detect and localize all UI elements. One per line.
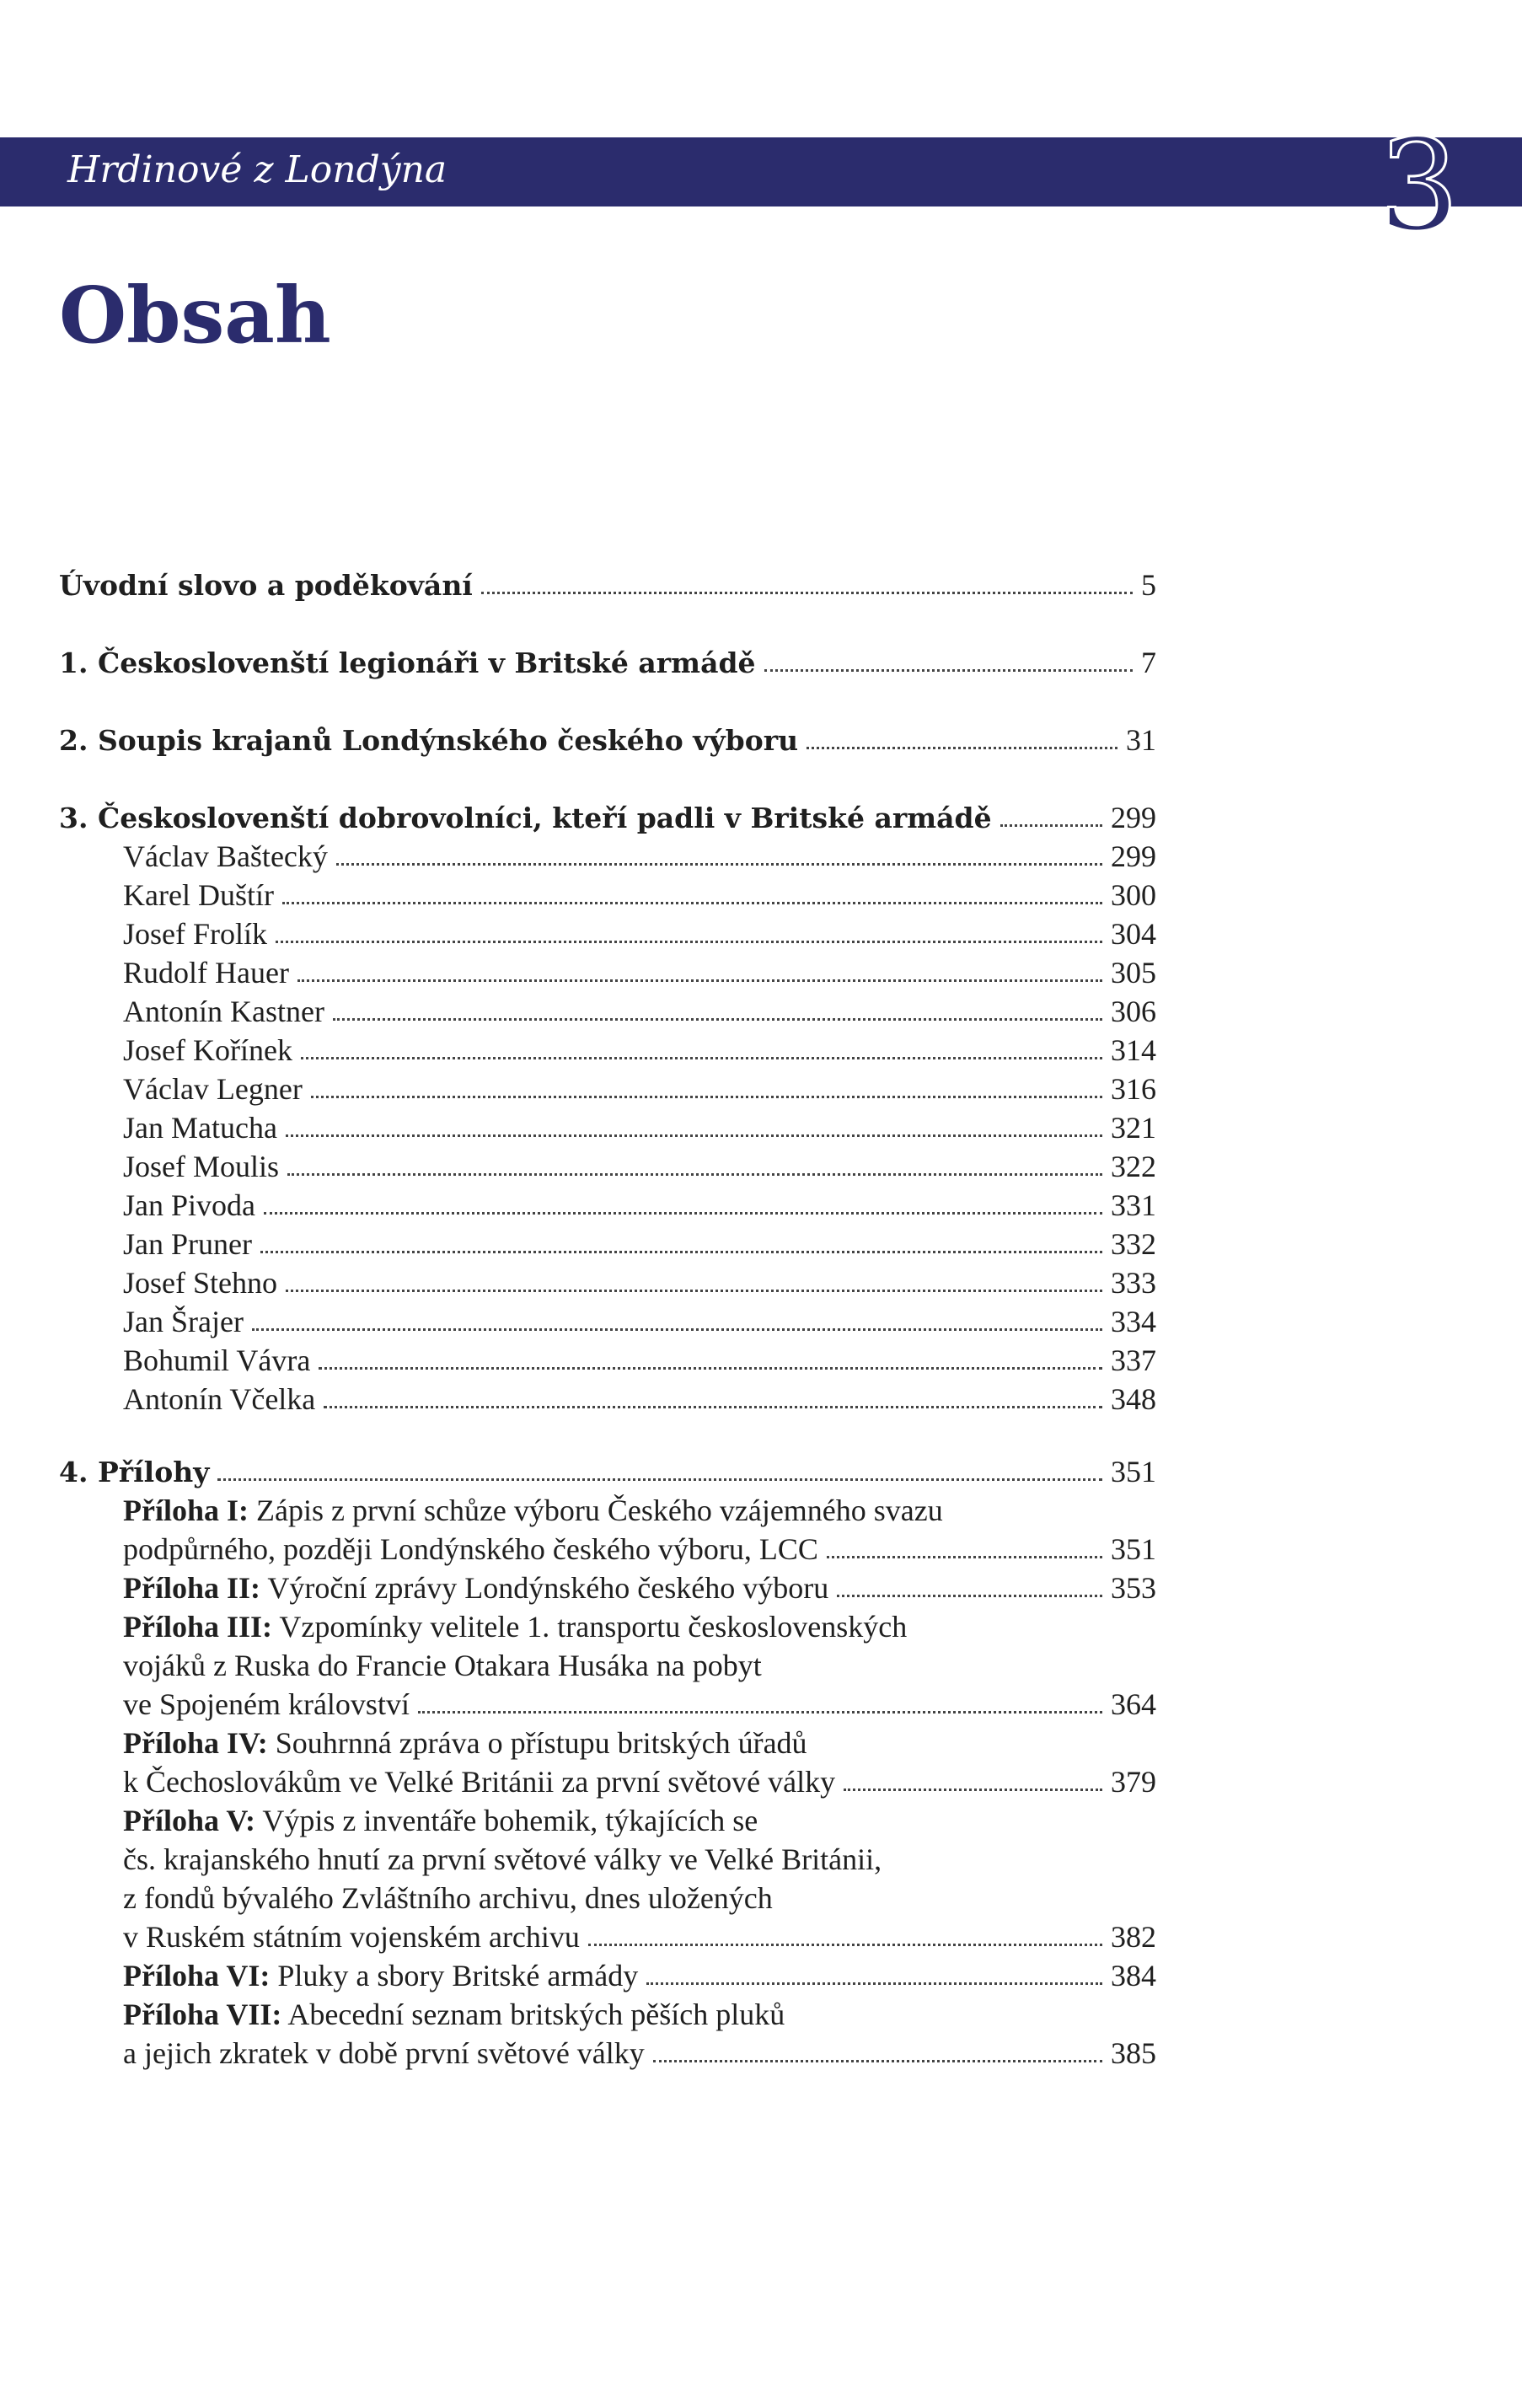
- page-title: Obsah: [59, 270, 331, 361]
- dot-leader: [837, 1595, 1102, 1597]
- appendix-title-line: Souhrnná zpráva o přístupu britských úřadů: [275, 1726, 807, 1760]
- toc-subentry[interactable]: [123, 1263, 1156, 1303]
- appendix-title-line: ve Spojeném království: [123, 1687, 410, 1721]
- toc-subentry-label: Jan Matucha: [123, 1111, 277, 1145]
- toc-subentry[interactable]: [123, 1340, 1156, 1381]
- appendix-title-line: v Ruském státním vojenském archivu: [123, 1920, 580, 1954]
- appendix-name: Příloha II:: [123, 1571, 261, 1605]
- toc-subentry-page: 333: [1111, 1266, 1156, 1300]
- toc-subentry-label: Antonín Kastner: [123, 995, 324, 1028]
- appendix-title-line: vojáků z Ruska do Francie Otakara Husáka na pobyt: [123, 1649, 762, 1682]
- toc-entry-page: 31: [1126, 723, 1156, 757]
- appendix-line: [123, 1723, 807, 1763]
- dot-leader: [324, 1406, 1102, 1408]
- running-title: Hrdinové z Londýna: [67, 148, 447, 191]
- dot-leader: [282, 902, 1102, 904]
- toc-appendix-page: 382: [1111, 1920, 1156, 1954]
- toc-entry-page: 5: [1141, 568, 1156, 602]
- dot-leader: [301, 1057, 1102, 1059]
- dot-leader: [481, 592, 1133, 594]
- toc-entry-label: Úvodní slovo a poděkování: [59, 569, 473, 602]
- toc-appendix-page: 379: [1111, 1765, 1156, 1799]
- toc-subentry-label: Jan Pivoda: [123, 1188, 255, 1222]
- appendix-name: Příloha VII:: [123, 1998, 282, 2031]
- dot-leader: [333, 1018, 1102, 1021]
- toc-entry-page: 299: [1111, 801, 1156, 834]
- dot-leader: [319, 1367, 1102, 1370]
- toc-appendix-page: 353: [1111, 1571, 1156, 1605]
- toc-subentry-label: Josef Frolík: [123, 917, 267, 951]
- toc-entry-page: 351: [1111, 1455, 1156, 1488]
- toc-subentry-label: Jan Šrajer: [123, 1305, 244, 1338]
- dot-leader: [646, 1982, 1102, 1985]
- toc-subentry[interactable]: [123, 1301, 1156, 1342]
- toc-subentry-label: Antonín Včelka: [123, 1382, 316, 1416]
- toc-entry-label: 4. Přílohy: [59, 1456, 210, 1488]
- appendix-title-line: k Čechoslovákům ve Velké Británii za první světové války: [123, 1765, 836, 1799]
- appendix-name: Příloha I:: [123, 1494, 249, 1527]
- toc-appendix-entry[interactable]: [123, 1955, 1156, 1996]
- toc-subentry-page: 306: [1111, 995, 1156, 1028]
- appendix-line: [123, 1490, 943, 1531]
- dot-leader: [252, 1328, 1102, 1331]
- appendix-name: Příloha IV:: [123, 1726, 268, 1760]
- toc-subentry-page: 300: [1111, 878, 1156, 912]
- toc-subentry-label: Rudolf Hauer: [123, 956, 289, 989]
- dot-leader: [1000, 824, 1102, 827]
- toc-subentry-label: Bohumil Vávra: [123, 1343, 311, 1377]
- appendix-name: Příloha III:: [123, 1610, 273, 1644]
- appendix-title-line: Pluky a sbory Britské armády: [277, 1959, 639, 1992]
- dot-leader: [297, 979, 1102, 982]
- toc-appendix-page: 384: [1111, 1959, 1156, 1992]
- toc-subentry-label: Josef Kořínek: [123, 1033, 292, 1067]
- dot-leader: [287, 1173, 1102, 1176]
- toc-entry-label: 2. Soupis krajanů Londýnského českého výboru: [59, 724, 799, 757]
- toc-entry-page: 7: [1141, 646, 1156, 679]
- appendix-line: [123, 1606, 907, 1647]
- dot-leader: [336, 863, 1102, 866]
- dot-leader: [807, 747, 1117, 749]
- toc-entry-label: 1. Českoslovenští legionáři v Britské armádě: [59, 646, 756, 679]
- toc-subentry-label: Josef Moulis: [123, 1150, 280, 1183]
- toc-subentry-page: 348: [1111, 1382, 1156, 1416]
- dot-leader: [653, 2060, 1102, 2062]
- toc-subentry-page: 304: [1111, 917, 1156, 951]
- toc-subentry-label: Václav Baštecký: [123, 839, 328, 873]
- toc-subentry[interactable]: [123, 914, 1156, 954]
- dot-leader: [588, 1944, 1102, 1946]
- dot-leader: [286, 1290, 1102, 1292]
- toc-subentry-label: Karel Duštír: [123, 878, 274, 912]
- toc-appendix-entry[interactable]: [123, 1762, 1156, 1802]
- toc-entry-section-1[interactable]: [59, 642, 1156, 683]
- toc-subentry[interactable]: [123, 836, 1156, 877]
- dot-leader: [286, 1134, 1102, 1137]
- toc-appendix-page: 385: [1111, 2036, 1156, 2070]
- appendix-name: Příloha V:: [123, 1804, 256, 1837]
- toc-entry-intro[interactable]: [59, 565, 1156, 605]
- toc-subentry[interactable]: [123, 1030, 1156, 1070]
- toc-subentry[interactable]: [123, 1379, 1156, 1419]
- dot-leader: [418, 1711, 1102, 1713]
- toc-entry-section-2[interactable]: [59, 720, 1156, 760]
- toc-subentry-label: Václav Legner: [123, 1072, 303, 1106]
- toc-subentry-page: 332: [1111, 1227, 1156, 1261]
- dot-leader: [260, 1251, 1102, 1253]
- dot-leader: [311, 1096, 1102, 1098]
- appendix-line: [123, 1800, 758, 1841]
- appendix-line: [123, 1994, 785, 2035]
- toc-appendix-entry[interactable]: [123, 1568, 1156, 1608]
- dot-leader: [276, 941, 1102, 943]
- toc-entry-section-4[interactable]: [59, 1451, 1156, 1492]
- appendix-name: Příloha VI:: [123, 1959, 271, 1992]
- toc-appendix-page: 364: [1111, 1687, 1156, 1721]
- toc-subentry[interactable]: [123, 1185, 1156, 1225]
- toc-entry-label: 3. Českoslovenští dobrovolníci, kteří padli v Britské armádě: [59, 802, 992, 834]
- dot-leader: [844, 1789, 1102, 1791]
- toc-subentry[interactable]: [123, 875, 1156, 915]
- appendix-title-line: Abecední seznam britských pěších pluků: [287, 1998, 785, 2031]
- toc-subentry[interactable]: [123, 1069, 1156, 1109]
- appendix-title-line: čs. krajanského hnutí za první světové války ve Velké Británii,: [123, 1842, 882, 1876]
- toc-subentry-page: 331: [1111, 1188, 1156, 1222]
- chapter-number: 3: [1379, 113, 1460, 260]
- toc-subentry-label: Josef Stehno: [123, 1266, 277, 1300]
- toc-subentry[interactable]: [123, 1146, 1156, 1187]
- toc-subentry[interactable]: [123, 991, 1156, 1032]
- dot-leader: [827, 1556, 1102, 1558]
- toc-subentry-page: 314: [1111, 1033, 1156, 1067]
- toc-appendix-page: 351: [1111, 1532, 1156, 1566]
- appendix-title-line: podpůrného, později Londýnského českého výboru, LCC: [123, 1532, 818, 1566]
- dot-leader: [764, 669, 1133, 672]
- appendix-title-line: Vzpomínky velitele 1. transportu československých: [279, 1610, 908, 1644]
- toc-subentry-page: 337: [1111, 1343, 1156, 1377]
- toc-subentry-page: 322: [1111, 1150, 1156, 1183]
- appendix-title-line: Výpis z inventáře bohemik, týkajících se: [262, 1804, 758, 1837]
- appendix-title-line: z fondů bývalého Zvláštního archivu, dnes uložených: [123, 1881, 773, 1915]
- toc-subentry-page: 305: [1111, 956, 1156, 989]
- dot-leader: [264, 1212, 1102, 1215]
- toc-appendix-entry[interactable]: [123, 1684, 1156, 1724]
- toc-subentry-page: 316: [1111, 1072, 1156, 1106]
- toc-appendix-entry[interactable]: [123, 1917, 1156, 1957]
- toc-subentry-page: 321: [1111, 1111, 1156, 1145]
- toc-subentry-label: Jan Pruner: [123, 1227, 252, 1261]
- toc-subentry[interactable]: [123, 1224, 1156, 1264]
- toc-subentry[interactable]: [123, 1107, 1156, 1148]
- dot-leader: [217, 1478, 1102, 1481]
- toc-appendix-entry[interactable]: [123, 1529, 1156, 1569]
- toc-entry-section-3[interactable]: [59, 797, 1156, 838]
- appendix-title-line: Výroční zprávy Londýnského českého výboru: [267, 1571, 829, 1605]
- toc-subentry-page: 299: [1111, 839, 1156, 873]
- toc-appendix-entry[interactable]: [123, 2033, 1156, 2073]
- appendix-title-line: Zápis z první schůze výboru Českého vzájemného svazu: [256, 1494, 943, 1527]
- toc-subentry[interactable]: [123, 952, 1156, 993]
- appendix-title-line: a jejich zkratek v době první světové války: [123, 2036, 645, 2070]
- toc-subentry-page: 334: [1111, 1305, 1156, 1338]
